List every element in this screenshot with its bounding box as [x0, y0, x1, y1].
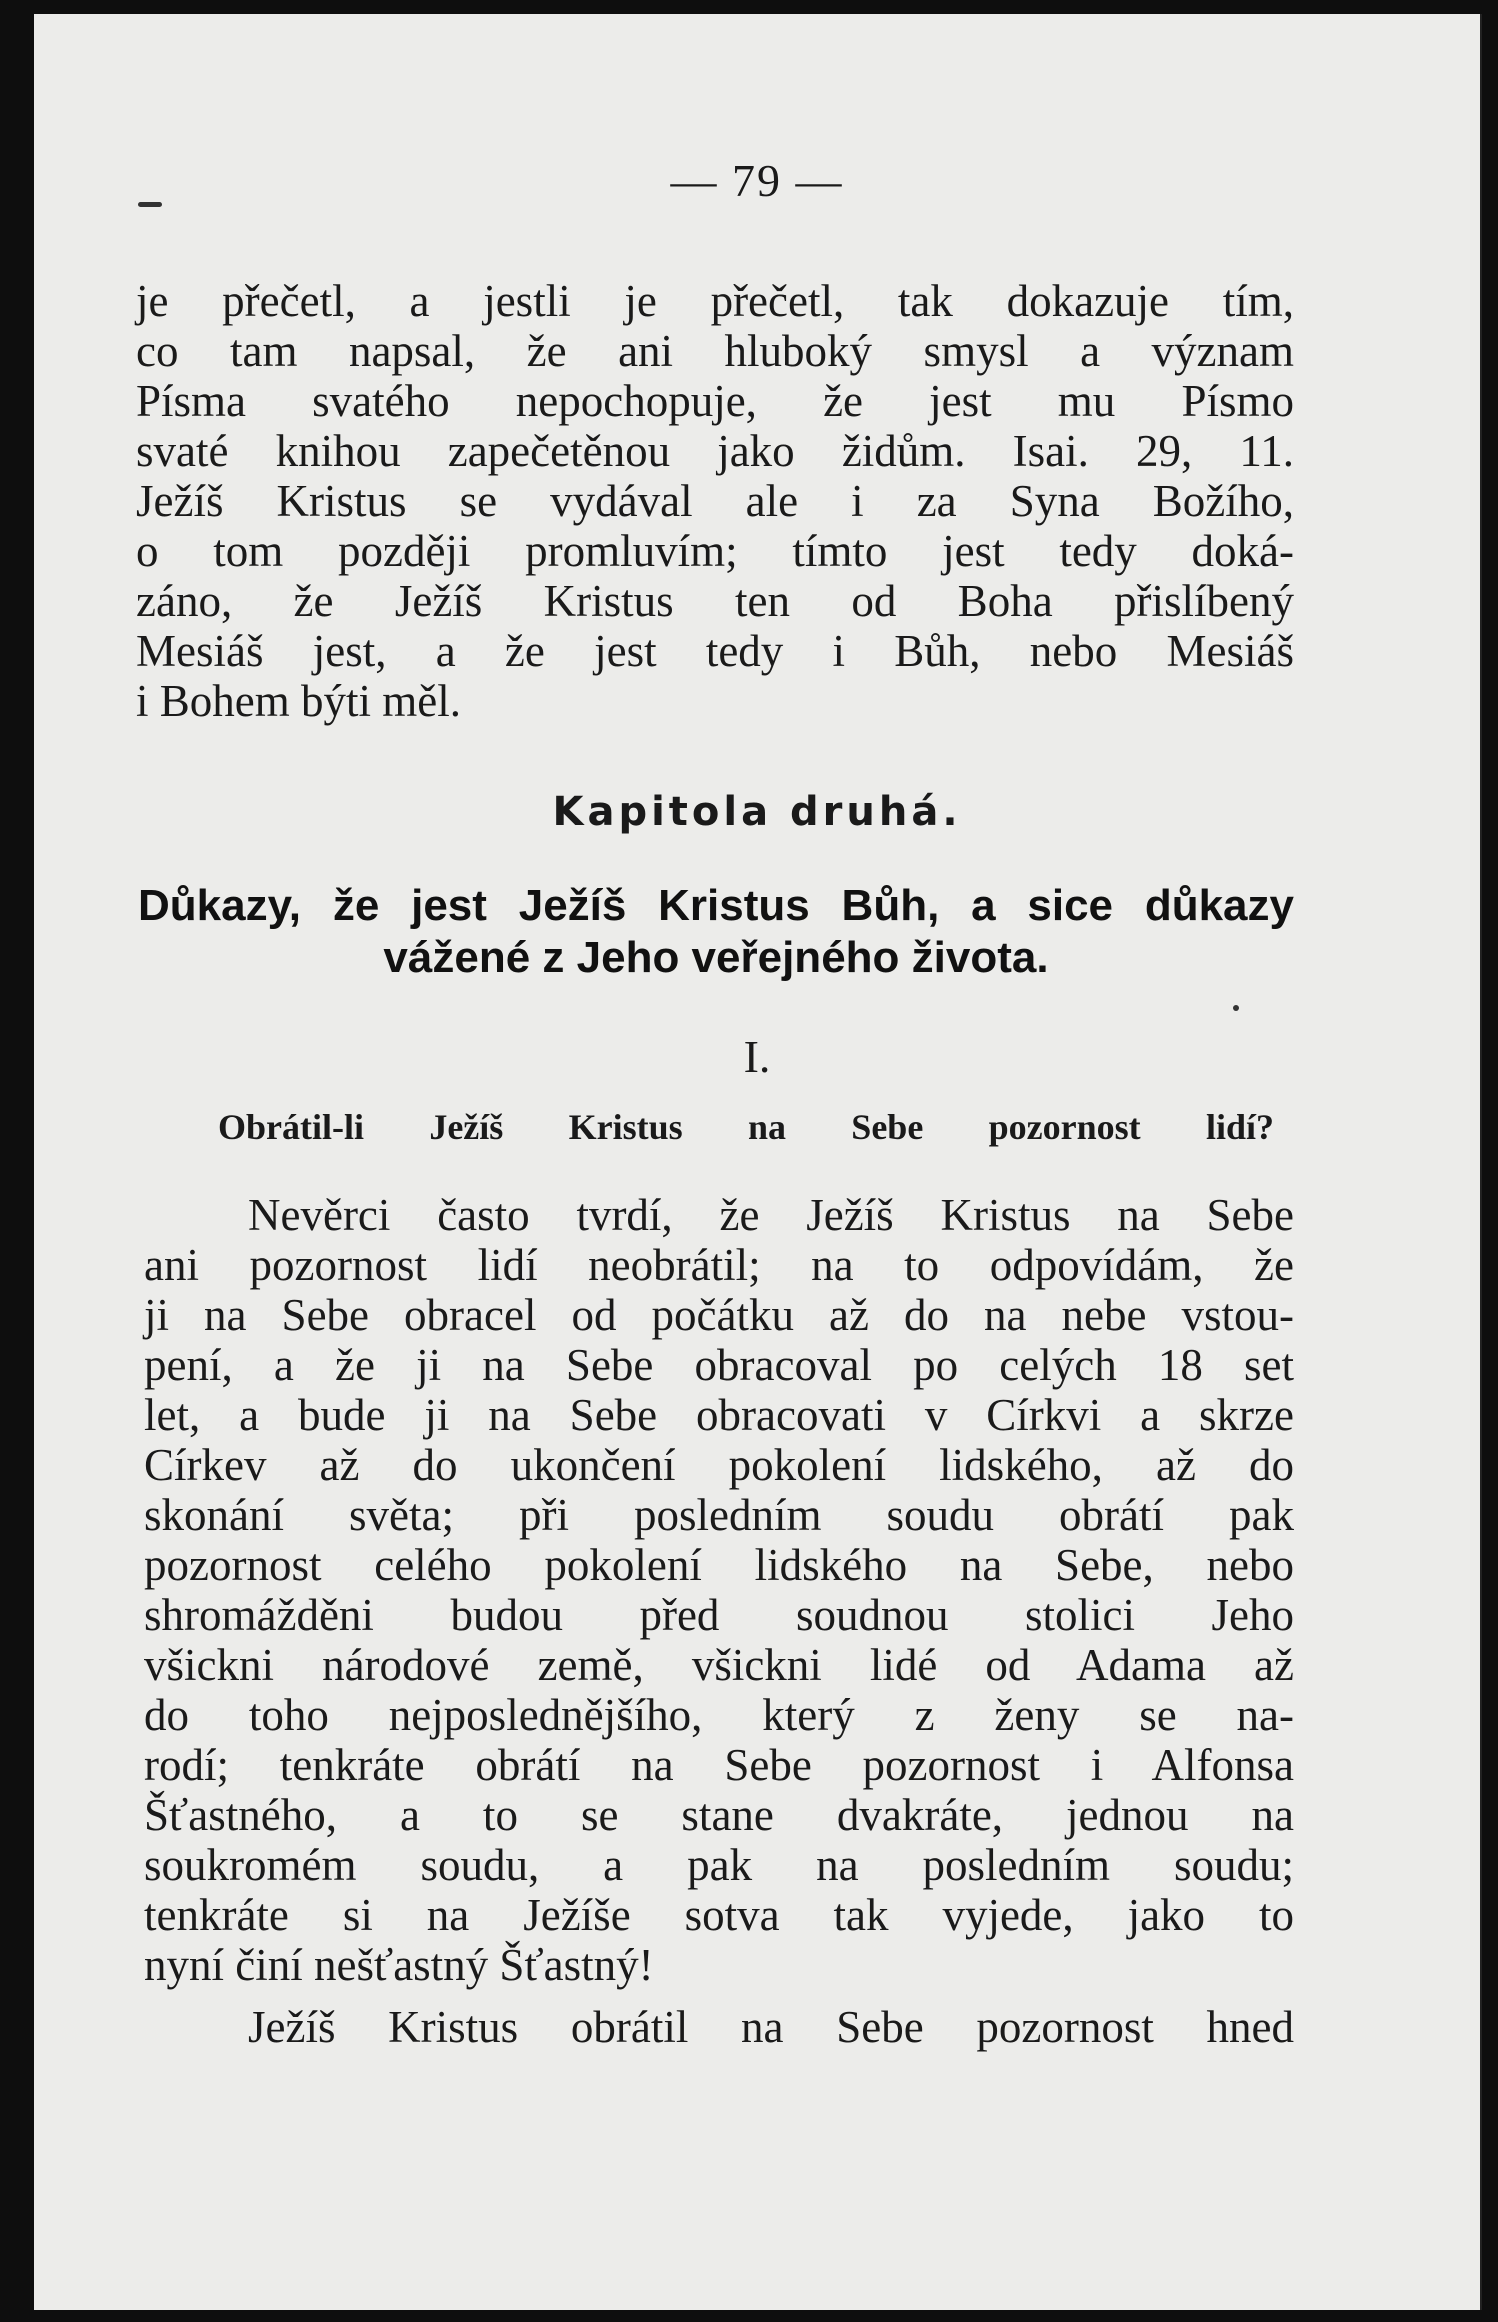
- paragraph: [144, 1190, 1294, 1990]
- text-line: i Bohem býti měl.: [136, 676, 461, 726]
- text-line: všickni národové země, všickni lidé od Adama až: [144, 1640, 1294, 1690]
- section-number: I.: [743, 1031, 771, 1082]
- text-line: záno, že Ježíš Kristus ten od Boha přislíbený: [136, 576, 1294, 626]
- text-line: skonání světa; při posledním soudu obrátí pak: [144, 1490, 1294, 1540]
- text-line: pozornost celého pokolení lidského na Sebe, nebo: [144, 1540, 1294, 1590]
- text-line: Písma svatého nepochopuje, že jest mu Písmo: [136, 376, 1294, 426]
- text-line: ji na Sebe obracel od počátku až do na nebe vstou-: [144, 1290, 1294, 1340]
- paragraph-continued: [136, 276, 1294, 726]
- text-line: pení, a že ji na Sebe obracoval po celých 18 set: [144, 1340, 1294, 1390]
- text-line: soukromém soudu, a pak na posledním soudu;: [144, 1840, 1294, 1890]
- text-line: rodí; tenkráte obrátí na Sebe pozornost i Alfonsa: [144, 1740, 1294, 1790]
- scan-speck: [138, 202, 162, 207]
- book-page: [34, 14, 1482, 2310]
- chapter-title-line: Důkazy, že jest Ježíš Kristus Bůh, a sice důkazy: [138, 881, 1294, 930]
- chapter-label: Kapitola druhá.: [552, 789, 962, 835]
- text-line: je přečetl, a jestli je přečetl, tak dokazuje tím,: [136, 276, 1294, 326]
- text-line: Ježíš Kristus obrátil na Sebe pozornost hned: [248, 2002, 1294, 2052]
- text-line: o tom později promluvím; tímto jest tedy doká-: [136, 526, 1294, 576]
- paragraph: [144, 2002, 1294, 2052]
- page-number: — 79 —: [670, 155, 844, 206]
- text-line: Šťastného, a to se stane dvakráte, jednou na: [144, 1790, 1294, 1840]
- text-line: do toho nejposlednějšího, který z ženy se na-: [144, 1690, 1294, 1740]
- text-line: nyní činí nešťastný Šťastný!: [144, 1940, 654, 1990]
- scan-speck: [1233, 1005, 1239, 1011]
- section-heading: Obrátil-li Ježíš Kristus na Sebe pozornost lidí?: [218, 1107, 1274, 1147]
- text-line: Ježíš Kristus se vydával ale i za Syna Božího,: [136, 476, 1294, 526]
- text-line: shromážděni budou před soudnou stolici Jeho: [144, 1590, 1294, 1640]
- text-line: let, a bude ji na Sebe obracovati v Církvi a skrze: [144, 1390, 1294, 1440]
- text-line: tenkráte si na Ježíše sotva tak vyjede, jako to: [144, 1890, 1294, 1940]
- text-line: Církev až do ukončení pokolení lidského, až do: [144, 1440, 1294, 1490]
- text-line: svaté knihou zapečetěnou jako židům. Isai. 29, 11.: [136, 426, 1294, 476]
- text-line: co tam napsal, že ani hluboký smysl a význam: [136, 326, 1294, 376]
- text-line: Nevěrci často tvrdí, že Ježíš Kristus na Sebe: [248, 1190, 1294, 1240]
- chapter-title-line: vážené z Jeho veřejného života.: [383, 933, 1049, 982]
- chapter-title: [138, 880, 1294, 984]
- text-line: ani pozornost lidí neobrátil; na to odpovídám, že: [144, 1240, 1294, 1290]
- text-line: Mesiáš jest, a že jest tedy i Bůh, nebo Mesiáš: [136, 626, 1294, 676]
